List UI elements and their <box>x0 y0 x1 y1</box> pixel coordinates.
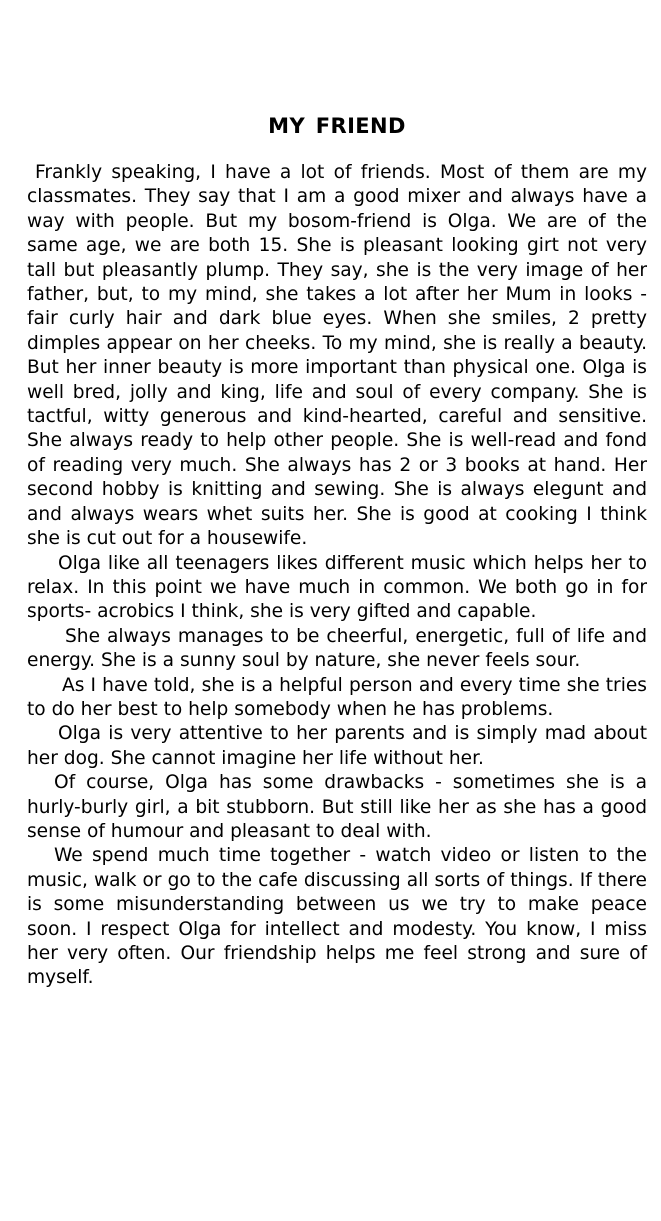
document-title: MY FRIEND <box>268 114 406 138</box>
document-page <box>27 112 647 991</box>
paragraph-7: We spend much time together - watch video or listen to the music, walk or go to the cafe discussing all sorts of things. If there is some misunderstanding between us we try to make peace soon. I respect Olga for intellect and modesty. You know, I miss her very often. Our friendship helps me feel strong and sure of myself. <box>27 845 647 989</box>
paragraph-2: Olga like all teenagers likes different music which helps her to relax. In this point we have much in common. We both go in for sports- acrobics I think, she is very gifted and capable. <box>27 552 647 623</box>
paragraph-3: She always manages to be cheerful, energetic, full of life and energy. She is a sunny soul by nature, she never feels sour. <box>27 625 647 672</box>
paragraph-4: As I have told, she is a helpful person and every time she tries to do her best to help somebody when he has problems. <box>27 674 647 720</box>
paragraph-6: Of course, Olga has some drawbacks - sometimes she is a hurly-burly girl, a bit stubborn. But still like her as she has a good sense of humour and pleasant to deal with. <box>27 772 647 842</box>
paragraph-1: Frankly speaking, I have a lot of friends. Most of them are my classmates. They say that I am a good mixer and always have a way with people. But my bosom-friend is Olga. We are of the same age, we are both 15. She is pleasant looking girt not very tall but pleasantly plump. They say, she is the very image of her father, but, to my mind, she takes a lot after her Mum in looks - fair curly hair and dark blue eyes. When she smiles, 2 pretty dimples appear on her cheeks. To my mind, she is really a beauty. But her inner beauty is more important than physical one. Olga is well bred, jolly and king, life and soul of every company. She is tactful, witty generous and kind-hearted, careful and sensitive. She always ready to help other people. She is well-read and fond of reading very much. She always has 2 or 3 books at hand. Her second hobby is knitting and sewing. She is always elegunt and and always wears whet suits her. She is good at cooking I think she is cut out for a housewife. <box>27 162 647 550</box>
paragraph-5: Olga is very attentive to her parents and is simply mad about her dog. She cannot imagine her life without her. <box>27 723 647 769</box>
